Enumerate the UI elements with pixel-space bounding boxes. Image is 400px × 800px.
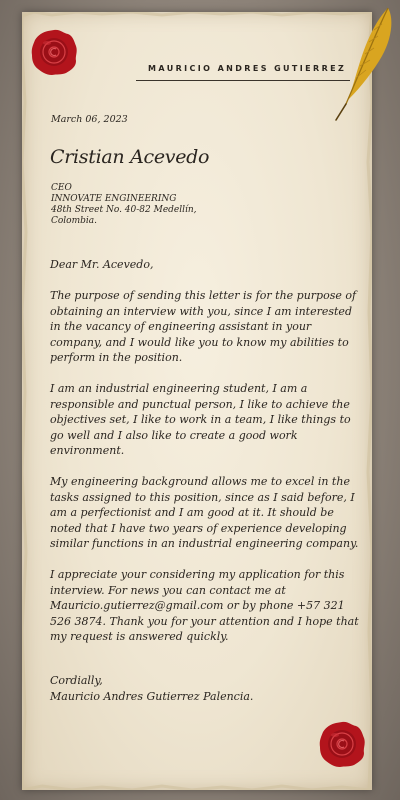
sender-name: MAURICIO ANDRES GUTIERREZ xyxy=(148,64,347,73)
salutation: Dear Mr. Acevedo, xyxy=(50,258,154,271)
recipient-address-line2: Colombia. xyxy=(51,216,98,226)
body-paragraph: I appreciate your considering my application for this interview. For news you can contact me at Mauricio.gutierrez@gmail.com or by phone +57 321 526 3874. Thank you for your attention and I hope that my request is answered quickly. xyxy=(50,568,359,643)
recipient-address-line1: 48th Street No. 40-82 Medellín, xyxy=(51,205,197,215)
wax-seal-icon xyxy=(30,28,78,76)
closing-phrase: Cordially, xyxy=(50,674,103,687)
body-paragraph: My engineering background allows me to excel in the tasks assigned to this position, since as I said before, I am a perfectionist and I am good at it. It should be noted that I have two years of experience developing similar functions in an industrial engineering company. xyxy=(50,475,359,550)
closing-block xyxy=(50,673,253,704)
body-paragraph: The purpose of sending this letter is for the purpose of obtaining an interview with you, since I am interested in the vacancy of engineering assistant in your company, and I would like you to know my abilities to perform in the position. xyxy=(50,289,357,364)
recipient-name: Cristian Acevedo xyxy=(50,146,210,168)
letter-date: March 06, 2023 xyxy=(51,114,128,125)
body-paragraph: I am an industrial engineering student, I am a responsible and punctual person, I like to achieve the objectives set, I like to work in a team, I like things to go well and I also like to create a good work environment. xyxy=(50,382,351,457)
recipient-title: CEO xyxy=(51,183,72,193)
recipient-company: INNOVATE ENGINEERING xyxy=(51,194,177,204)
letter-body xyxy=(50,257,362,660)
signature-name: Mauricio Andres Gutierrez Palencia. xyxy=(50,689,254,703)
recipient-address-block xyxy=(51,183,211,227)
wax-seal-icon xyxy=(318,720,366,768)
header-divider xyxy=(136,80,350,81)
